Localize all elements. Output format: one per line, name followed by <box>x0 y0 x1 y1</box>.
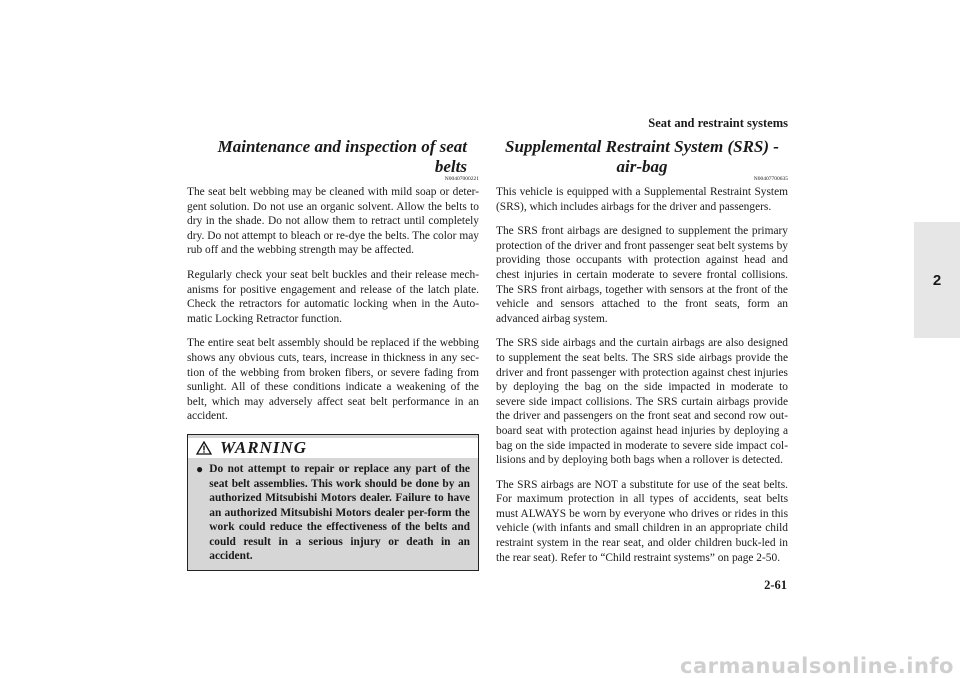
chapter-tab[interactable] <box>914 222 960 338</box>
left-paragraph-1: The seat belt webbing may be cleaned with mild soap or deter-gent solution. Do not use an organic solvent. Allow the belts to dry in the shade. Do not allow them to retract until completely dry. Do not attempt to bleach or re-dye the belts. The color may rub off and the webbing strength may be affected. <box>187 186 479 257</box>
warning-header <box>188 438 478 458</box>
warning-title: WARNING <box>220 437 307 457</box>
page-number: 2-61 <box>764 578 787 592</box>
watermark: carmanualsonline.info <box>680 654 954 678</box>
left-paragraph-2: Regularly check your seat belt buckles and their release mech-anisms for positive engagement and release of the latch plate. Check the retractors for automatic locking when in the Auto-matic Locking Retractor function. <box>187 268 479 325</box>
right-section-title: Supplemental Restraint System (SRS) - air-bag <box>505 137 779 176</box>
right-section-code: N00407700635 <box>753 176 788 182</box>
right-column <box>496 137 788 575</box>
warning-triangle-icon <box>196 441 212 455</box>
chapter-number: 2 <box>932 271 942 289</box>
left-section-title: Maintenance and inspection of seat belts <box>217 137 467 176</box>
left-column <box>187 137 479 571</box>
warning-box <box>187 434 479 571</box>
right-paragraph-4: The SRS airbags are NOT a substitute for use of the seat belts. For maximum protection in all types of accidents, seat belts must ALWAYS be worn by everyone who drives or rides in this vehicle (with infants and small children in an appropriate child restraint system in the rear seat, and older children buck-led in the rear seat). Refer to “Child restraint systems” on page 2-50. <box>496 478 788 564</box>
section-header: Seat and restraint systems <box>648 116 788 130</box>
left-paragraph-3: The entire seat belt assembly should be replaced if the webbing shows any obvious cuts, tears, increase in thickness in any sec-tion of the webbing from broken fibers, or severe fading from sunlight. All of these conditions indicate a weakening of the belt, which may adversely affect seat belt performance in an accident. <box>187 337 479 423</box>
right-paragraph-3: The SRS side airbags and the curtain airbags are also designed to supplement the seat belts. The SRS side airbags provide the driver and front passenger with protection against chest injuries by deploying the bag on the side impacted in moderate to severe side impact collisions. The SRS curtain airbags provide the driver and passengers on the front seat and second row out-board seat with protection against head injuries by deploying a bag on the side impacted in moderate to severe side impact col-lisions and by deploying both bags when a rollover is detected. <box>496 337 788 467</box>
warning-item <box>196 462 470 564</box>
left-section-code: N00407000221 <box>444 176 479 182</box>
right-paragraph-2: The SRS front airbags are designed to supplement the primary protection of the driver and front passenger seat belt systems by providing those occupants with protection against head and chest injuries in certain moderate to severe frontal collisions. The SRS front airbags, together with sensors at the front of the vehicle and sensors attached to the front seats, form an advanced airbag system. <box>496 225 788 325</box>
warning-text: Do not attempt to repair or replace any part of the seat belt assemblies. This work should be done by an authorized Mitsubishi Motors dealer. Failure to have an authorized Mitsubishi Motors dealer per-form the work could reduce the effectiveness of the belts and could result in a serious injury or death in an accident. <box>209 462 470 563</box>
warning-bullet: ● <box>196 461 204 476</box>
right-paragraph-1: This vehicle is equipped with a Supplemental Restraint System (SRS), which includes airbags for the driver and passengers. <box>496 186 788 213</box>
